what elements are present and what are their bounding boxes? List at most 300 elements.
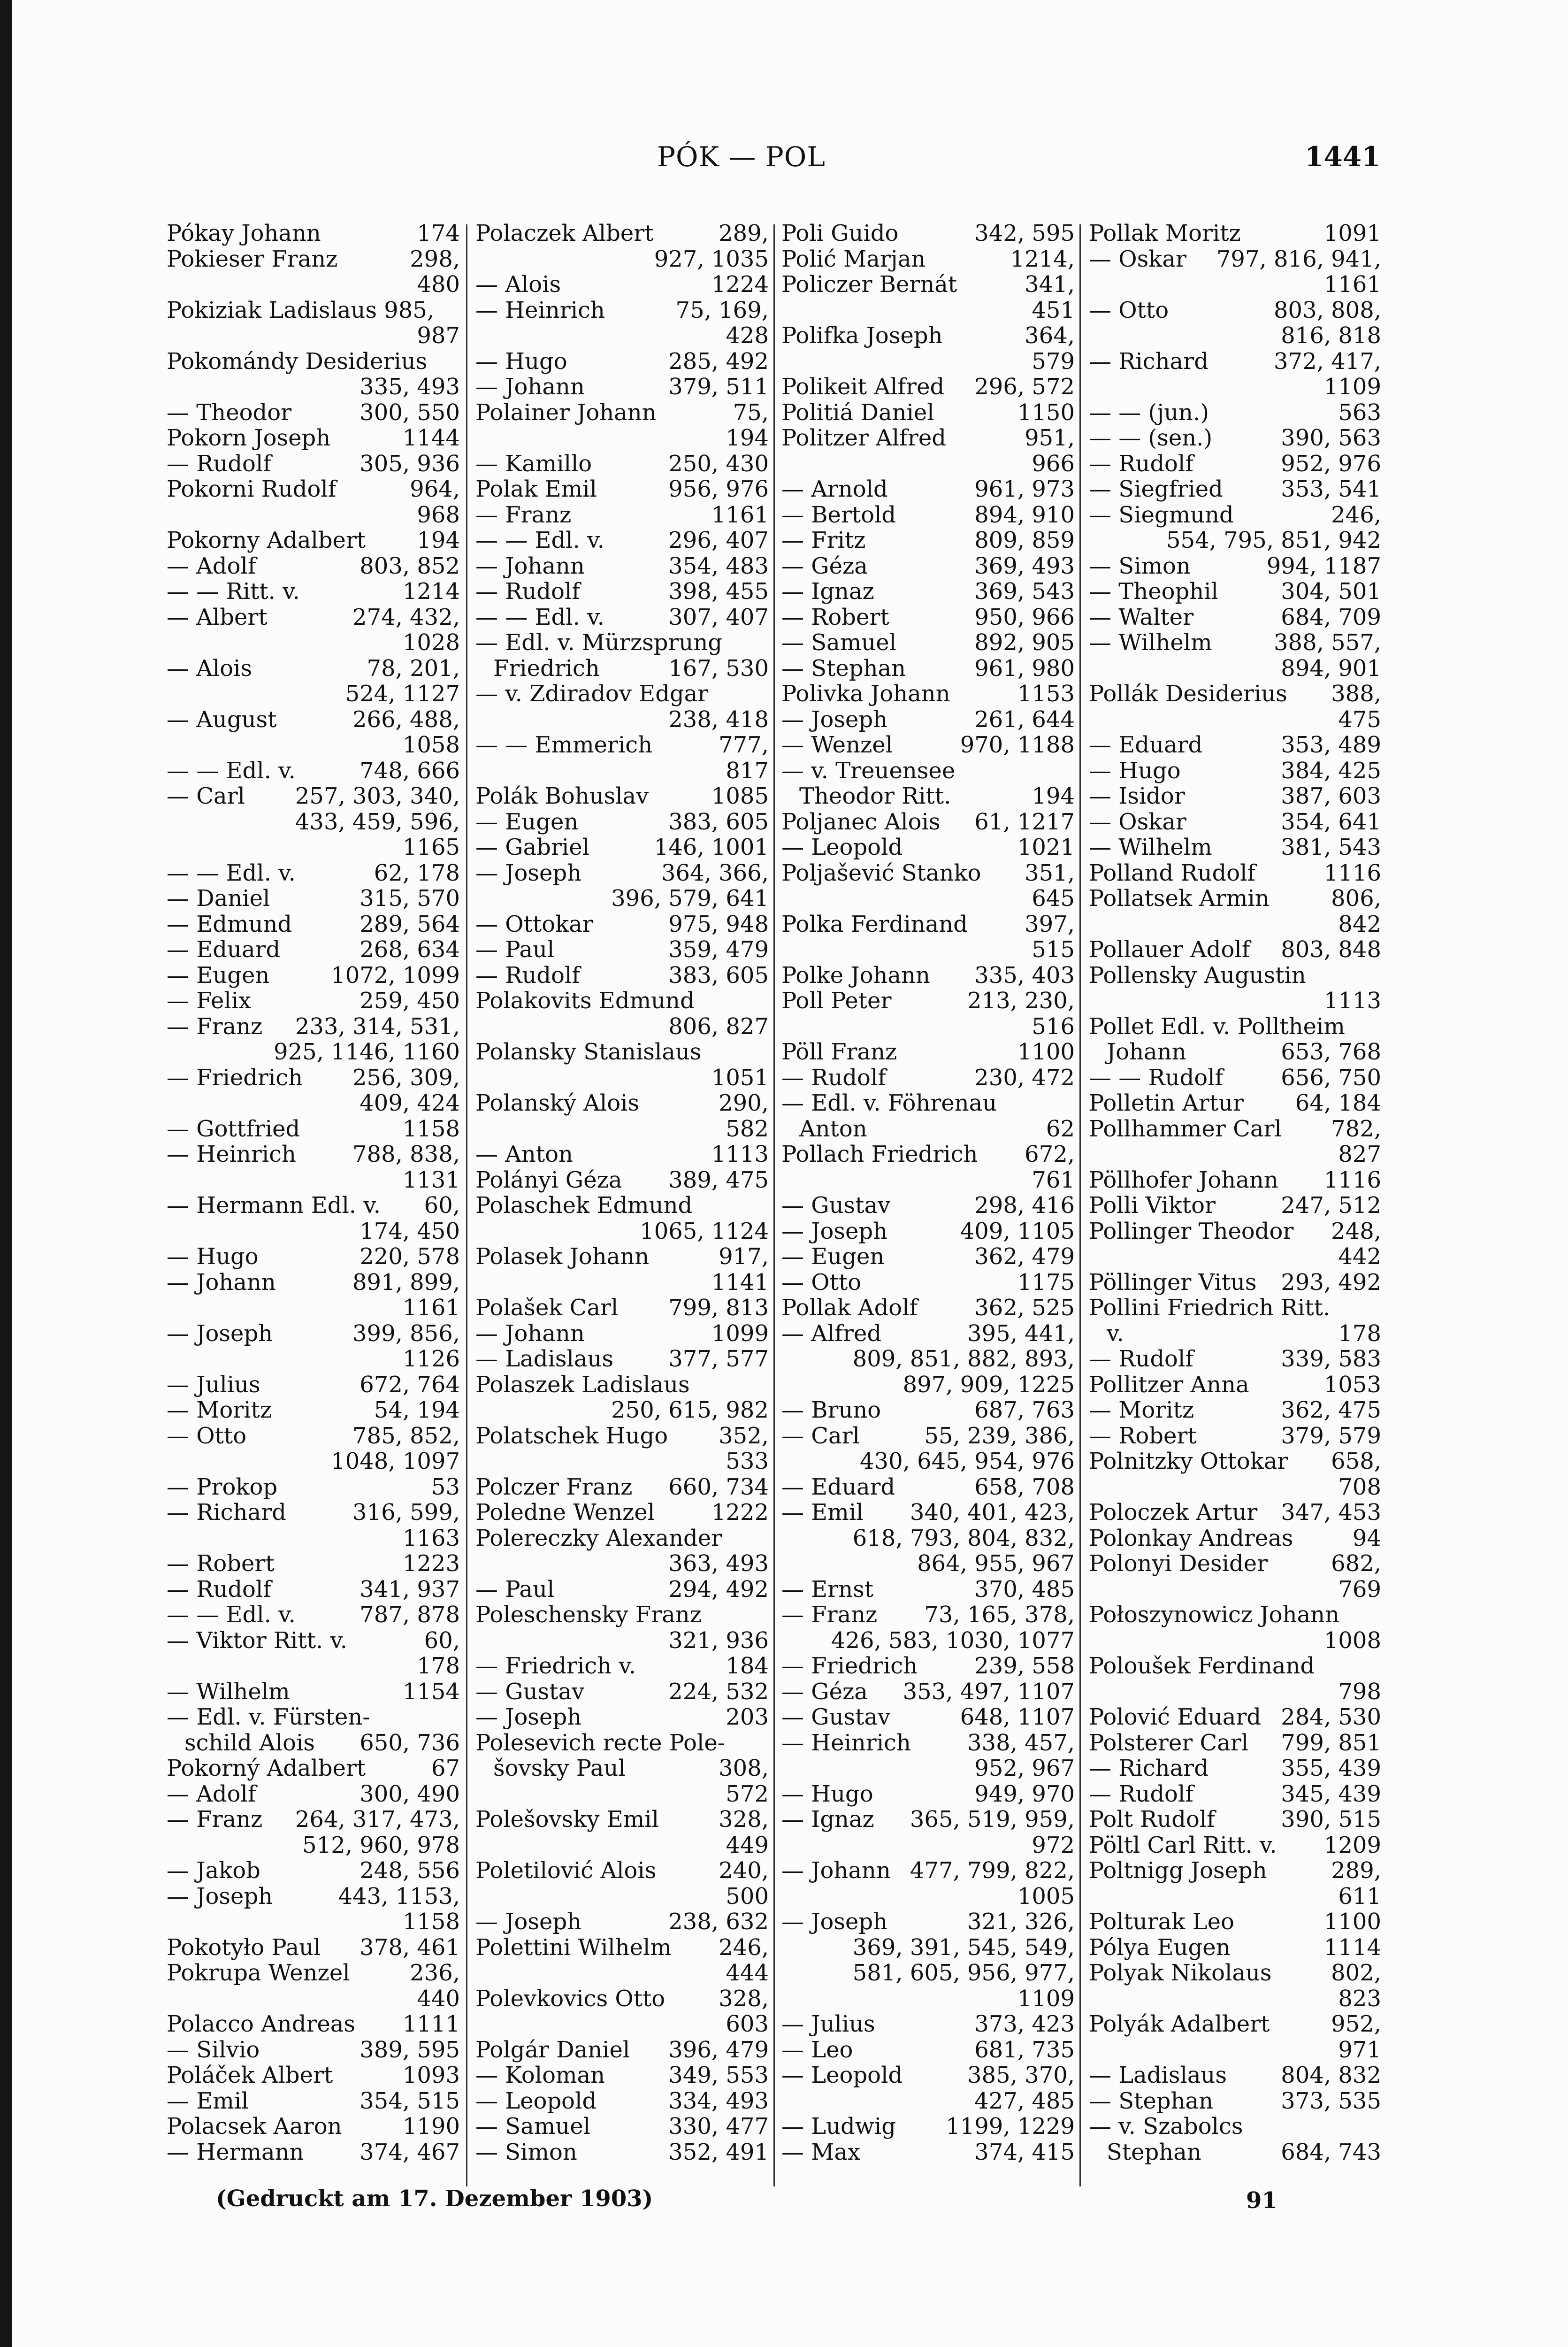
entry-name: — Wilhelm xyxy=(1089,835,1212,860)
directory-entry xyxy=(1089,528,1381,553)
column-1 xyxy=(167,221,460,2194)
entry-name: — Oskar xyxy=(1089,246,1186,272)
entry-page-refs: 1214 xyxy=(402,579,460,605)
directory-entry xyxy=(167,553,460,579)
directory-entry xyxy=(781,1628,1075,1654)
entry-name: — Eugen xyxy=(167,962,270,988)
directory-entry xyxy=(475,1730,769,1756)
directory-entry xyxy=(781,246,1075,272)
directory-entry xyxy=(1089,1577,1381,1603)
directory-entry xyxy=(781,349,1075,375)
entry-page-refs: 184 xyxy=(726,1653,769,1679)
directory-entry xyxy=(781,2011,1075,2037)
entry-page-refs: 298, xyxy=(410,246,460,272)
directory-entry xyxy=(1089,1219,1381,1244)
directory-entry xyxy=(781,476,1075,502)
directory-entry xyxy=(475,809,769,835)
directory-entry xyxy=(167,1346,460,1372)
directory-entry xyxy=(167,630,460,656)
entry-page-refs: 373, 535 xyxy=(1281,2088,1381,2114)
directory-entry xyxy=(781,1474,1075,1500)
entry-page-refs: 658, xyxy=(1331,1449,1381,1474)
directory-entry xyxy=(1089,988,1381,1014)
entry-page-refs: 970, 1188 xyxy=(960,732,1075,758)
directory-entry xyxy=(781,1065,1075,1091)
entry-name: Poláček Albert xyxy=(167,2063,333,2088)
entry-page-refs: 1161 xyxy=(402,1295,460,1321)
directory-entry xyxy=(167,1193,460,1219)
entry-page-refs: 364, xyxy=(1025,323,1075,349)
entry-name: — Otto xyxy=(1089,297,1169,323)
entry-page-refs: 444 xyxy=(726,1960,769,1986)
entry-page-refs: 213, 230, xyxy=(967,988,1075,1014)
entry-name: — Wilhelm xyxy=(1089,630,1212,656)
entry-page-refs: 349, 553 xyxy=(668,2063,769,2088)
entry-name: — Paul xyxy=(475,1576,555,1602)
directory-entry xyxy=(781,1526,1075,1551)
directory-entry xyxy=(167,2037,460,2063)
directory-entry xyxy=(781,809,1075,835)
entry-page-refs: 289, 564 xyxy=(359,911,460,937)
entry-name: Pokorný Adalbert xyxy=(167,1756,366,1781)
entry-name: Polaczek Albert xyxy=(475,221,654,246)
directory-entry xyxy=(475,1372,769,1398)
entry-page-refs: 1113 xyxy=(711,1142,769,1167)
entry-page-refs: 500 xyxy=(726,1883,769,1909)
entry-name: — — Rudolf xyxy=(1089,1065,1224,1090)
entry-name: v. xyxy=(1107,1320,1124,1346)
entry-name: Polivka Johann xyxy=(781,681,950,707)
directory-entry xyxy=(781,732,1075,758)
directory-entry xyxy=(475,1602,769,1628)
directory-entry xyxy=(781,937,1075,963)
entry-page-refs: 1053 xyxy=(1323,1372,1381,1397)
entry-page-refs: 1209 xyxy=(1323,1832,1381,1858)
directory-entry xyxy=(475,1833,769,1858)
entry-page-refs: 1131 xyxy=(402,1167,460,1193)
entry-name: — v. Zdiradov Edgar xyxy=(475,681,709,707)
directory-entry xyxy=(475,272,769,298)
directory-entry xyxy=(1089,2011,1381,2037)
directory-entry xyxy=(1089,1653,1381,1679)
directory-entry xyxy=(1089,1423,1381,1449)
entry-page-refs: 224, 532 xyxy=(668,1679,769,1704)
entry-name: — Emil xyxy=(781,1500,864,1526)
directory-entry xyxy=(167,1039,460,1065)
entry-page-refs: 925, 1146, 1160 xyxy=(274,1039,460,1065)
entry-name: Pollini Friedrich Ritt. xyxy=(1089,1295,1331,1321)
directory-entry xyxy=(1089,400,1381,426)
directory-entry xyxy=(475,1679,769,1705)
directory-entry xyxy=(781,323,1075,349)
entry-name: Pokieser Franz xyxy=(167,246,338,272)
directory-entry xyxy=(475,937,769,963)
entry-page-refs: 971 xyxy=(1338,2037,1381,2063)
directory-entry xyxy=(781,605,1075,630)
print-date-note: (Gedruckt am 17. Dezember 1903) xyxy=(216,2186,653,2212)
directory-entry xyxy=(475,246,769,272)
directory-entry xyxy=(167,1807,460,1833)
entry-name: Polturak Leo xyxy=(1089,1909,1234,1935)
entry-page-refs: 351, xyxy=(1025,860,1075,886)
entry-name: — — (jun.) xyxy=(1089,399,1209,425)
entry-page-refs: 352, 491 xyxy=(668,2139,769,2165)
entry-page-refs: 178 xyxy=(417,1653,460,1679)
directory-entry xyxy=(1089,221,1381,246)
directory-entry xyxy=(781,1577,1075,1603)
entry-page-refs: 480 xyxy=(417,272,460,298)
entry-page-refs: 524, 1127 xyxy=(345,681,460,707)
entry-page-refs: 1163 xyxy=(402,1525,460,1551)
entry-name: — Rudolf xyxy=(1089,1781,1194,1807)
entry-page-refs: 387, 603 xyxy=(1281,783,1381,809)
entry-name: — Stephan xyxy=(1089,2088,1214,2114)
entry-name: Polatschek Hugo xyxy=(475,1423,668,1449)
directory-entry xyxy=(167,1090,460,1116)
entry-page-refs: 409, 1105 xyxy=(960,1218,1075,1244)
entry-page-refs: 1099 xyxy=(711,1320,769,1346)
directory-entry xyxy=(1089,1193,1381,1219)
entry-name: — — Edl. v. xyxy=(475,604,604,630)
directory-entry xyxy=(167,1219,460,1244)
directory-entry xyxy=(1089,912,1381,937)
entry-page-refs: 892, 905 xyxy=(974,630,1075,656)
directory-entry xyxy=(781,988,1075,1014)
directory-entry xyxy=(475,860,769,886)
entry-page-refs: 656, 750 xyxy=(1281,1065,1381,1090)
entry-page-refs: 369, 543 xyxy=(974,579,1075,605)
directory-entry xyxy=(167,605,460,630)
entry-name: — Theodor xyxy=(167,399,292,425)
entry-name: — Koloman xyxy=(475,2063,605,2088)
entry-page-refs: 289, xyxy=(1331,1858,1381,1884)
entry-page-refs: 388, 557, xyxy=(1273,630,1381,656)
entry-name: — Hermann Edl. v. xyxy=(167,1193,381,1219)
entry-page-refs: 54, 194 xyxy=(374,1397,460,1423)
entry-name: — Daniel xyxy=(167,886,270,912)
directory-entry xyxy=(1089,246,1381,272)
entry-name: — Robert xyxy=(167,1551,275,1577)
directory-entry xyxy=(1089,349,1381,375)
directory-entry xyxy=(1089,1704,1381,1730)
entry-page-refs: 1021 xyxy=(1017,835,1075,860)
entry-name: — — Edl. v. xyxy=(167,1602,296,1628)
directory-entry xyxy=(1089,272,1381,298)
directory-entry xyxy=(167,1270,460,1296)
entry-name: — Gustav xyxy=(781,1193,891,1219)
entry-page-refs: 353, 489 xyxy=(1281,732,1381,758)
entry-name: — Viktor Ritt. v. xyxy=(167,1627,348,1653)
directory-entry xyxy=(475,528,769,553)
entry-page-refs: 194 xyxy=(1032,783,1075,809)
directory-entry xyxy=(781,1219,1075,1244)
entry-page-refs: 236, xyxy=(410,1960,460,1986)
entry-page-refs: 891, 899, xyxy=(352,1269,460,1295)
entry-page-refs: 335, 493 xyxy=(359,374,460,400)
entry-page-refs: 952, 976 xyxy=(1281,451,1381,476)
entry-name: Polke Johann xyxy=(781,962,930,988)
entry-page-refs: 64, 184 xyxy=(1295,1090,1381,1116)
entry-name: — Johann xyxy=(167,1269,276,1295)
entry-name: — Edl. v. Fürsten- xyxy=(167,1704,370,1730)
entry-name: — Eugen xyxy=(781,1244,885,1270)
entry-name: Poleschensky Franz xyxy=(475,1602,702,1628)
entry-name: Pokorni Rudolf xyxy=(167,476,337,502)
entry-name: — Hugo xyxy=(1089,758,1181,783)
directory-entry xyxy=(1089,2114,1381,2140)
entry-name: — Wilhelm xyxy=(167,1679,290,1704)
entry-page-refs: 362, 475 xyxy=(1281,1397,1381,1423)
directory-entry xyxy=(167,1551,460,1577)
entry-page-refs: 174 xyxy=(417,221,460,246)
entry-page-refs: 682, xyxy=(1331,1551,1381,1577)
directory-entry xyxy=(1089,1909,1381,1935)
entry-name: Polaschek Edmund xyxy=(475,1193,693,1219)
entry-page-refs: 240, xyxy=(719,1858,769,1884)
entry-page-refs: 611 xyxy=(1338,1883,1381,1909)
entry-name: — Otto xyxy=(781,1269,862,1295)
entry-page-refs: 1116 xyxy=(1323,860,1381,886)
entry-name: — Franz xyxy=(167,1807,263,1833)
entry-name: Polletin Artur xyxy=(1089,1090,1244,1116)
directory-entry xyxy=(1089,809,1381,835)
entry-page-refs: 379, 579 xyxy=(1281,1423,1381,1449)
entry-page-refs: 1114 xyxy=(1323,1934,1381,1960)
directory-entry xyxy=(781,425,1075,451)
entry-page-refs: 335, 403 xyxy=(974,962,1075,988)
directory-entry xyxy=(1089,1884,1381,1910)
entry-name: Pollinger Theodor xyxy=(1089,1218,1294,1244)
entry-page-refs: 681, 735 xyxy=(974,2037,1075,2063)
entry-name: — Joseph xyxy=(781,706,888,732)
entry-page-refs: 952, 967 xyxy=(974,1756,1075,1781)
entry-page-refs: 296, 407 xyxy=(668,528,769,553)
directory-entry xyxy=(1089,707,1381,733)
entry-name: — Samuel xyxy=(781,630,896,656)
entry-page-refs: 167, 530 xyxy=(668,655,769,681)
column-2 xyxy=(475,221,769,2194)
entry-name: — Adolf xyxy=(167,1781,256,1807)
directory-entry xyxy=(167,400,460,426)
entry-page-refs: 1158 xyxy=(402,1116,460,1142)
entry-name: — Hugo xyxy=(475,348,567,374)
entry-name: — Géza xyxy=(781,553,868,579)
entry-page-refs: 797, 816, 941, xyxy=(1216,246,1381,272)
directory-entry xyxy=(167,2114,460,2140)
entry-name: Polifka Joseph xyxy=(781,323,943,349)
entry-page-refs: 354, 515 xyxy=(359,2088,460,2114)
entry-page-refs: 365, 519, 959, xyxy=(910,1807,1075,1833)
entry-name: — Stephan xyxy=(781,655,906,681)
entry-page-refs: 806, 827 xyxy=(668,1013,769,1039)
directory-entry xyxy=(167,681,460,707)
directory-entry xyxy=(1089,605,1381,630)
directory-entry xyxy=(475,298,769,323)
entry-name: — Arnold xyxy=(781,476,888,502)
entry-page-refs: 274, 432, xyxy=(352,604,460,630)
entry-name: — Johann xyxy=(781,1858,891,1884)
entry-page-refs: 603 xyxy=(726,2011,769,2037)
entry-page-refs: 388, xyxy=(1331,681,1381,707)
entry-name: — Moritz xyxy=(1089,1397,1194,1423)
entry-name: — Edl. v. Föhrenau xyxy=(781,1090,997,1116)
entry-page-refs: 396, 479 xyxy=(668,2037,769,2063)
entry-page-refs: 374, 415 xyxy=(974,2139,1075,2165)
directory-entry xyxy=(167,937,460,963)
entry-page-refs: 949, 970 xyxy=(974,1781,1075,1807)
entry-page-refs: 61, 1217 xyxy=(974,809,1075,835)
entry-page-refs: 359, 479 xyxy=(668,937,769,963)
entry-page-refs: 62 xyxy=(1046,1116,1075,1142)
directory-entry xyxy=(475,1397,769,1423)
entry-name: — Alois xyxy=(167,655,252,681)
entry-name: Pollhammer Carl xyxy=(1089,1116,1282,1142)
directory-entry xyxy=(1089,1346,1381,1372)
entry-page-refs: 67 xyxy=(431,1756,460,1781)
directory-entry xyxy=(475,1551,769,1577)
directory-entry xyxy=(781,528,1075,553)
entry-page-refs: 1008 xyxy=(1323,1627,1381,1653)
entry-page-refs: 788, 838, xyxy=(352,1142,460,1167)
entry-page-refs: 362, 525 xyxy=(974,1295,1075,1321)
directory-entry xyxy=(1089,681,1381,707)
directory-entry xyxy=(1089,451,1381,477)
entry-name: Polgár Daniel xyxy=(475,2037,630,2063)
directory-entry xyxy=(167,349,460,375)
entry-name: — Ernst xyxy=(781,1576,874,1602)
entry-page-refs: 300, 490 xyxy=(359,1781,460,1807)
directory-entry xyxy=(167,2011,460,2037)
entry-name: — Simon xyxy=(475,2139,577,2165)
column-4 xyxy=(1089,221,1381,2194)
entry-page-refs: 238, 632 xyxy=(668,1909,769,1935)
entry-name: Polevkovics Otto xyxy=(475,1986,665,2011)
directory-entry xyxy=(475,886,769,912)
directory-entry xyxy=(167,1756,460,1781)
entry-page-refs: 987 xyxy=(417,323,460,349)
directory-entry xyxy=(475,1756,769,1781)
directory-entry xyxy=(475,1065,769,1091)
entry-name: Pokotyło Paul xyxy=(167,1934,321,1960)
directory-entry xyxy=(167,221,460,246)
directory-entry xyxy=(475,681,769,707)
entry-page-refs: 684, 743 xyxy=(1281,2139,1381,2165)
entry-name: — Rudolf xyxy=(1089,451,1194,476)
directory-entry xyxy=(781,1756,1075,1781)
directory-entry xyxy=(475,656,769,682)
directory-entry xyxy=(167,502,460,528)
directory-entry xyxy=(1089,1474,1381,1500)
directory-entry xyxy=(167,758,460,784)
signature-mark: 91 xyxy=(1246,2187,1277,2214)
directory-entry xyxy=(1089,1090,1381,1116)
directory-entry xyxy=(781,2063,1075,2088)
entry-page-refs: 334, 493 xyxy=(668,2088,769,2114)
entry-name: Pollitzer Anna xyxy=(1089,1372,1249,1397)
entry-name: — Jakob xyxy=(167,1858,260,1884)
entry-page-refs: 246, xyxy=(1331,502,1381,528)
directory-entry xyxy=(475,1295,769,1321)
directory-entry xyxy=(781,681,1075,707)
directory-entry xyxy=(475,221,769,246)
directory-entry xyxy=(475,1960,769,1986)
directory-entry xyxy=(475,1704,769,1730)
directory-entry xyxy=(1089,1807,1381,1833)
entry-page-refs: 864, 955, 967 xyxy=(917,1551,1075,1577)
entry-name: Polonyi Desider xyxy=(1089,1551,1268,1577)
directory-entry xyxy=(1089,1858,1381,1884)
entry-page-refs: 785, 852, xyxy=(352,1423,460,1449)
directory-entry xyxy=(167,1679,460,1705)
scan-left-edge xyxy=(0,0,12,2347)
entry-name: — Friedrich v. xyxy=(475,1653,636,1679)
directory-entry xyxy=(1089,1781,1381,1807)
directory-entry xyxy=(1089,1244,1381,1270)
directory-entry xyxy=(1089,1730,1381,1756)
entry-page-refs: 950, 966 xyxy=(974,604,1075,630)
entry-page-refs: 554, 795, 851, 942 xyxy=(1166,528,1381,553)
directory-entry xyxy=(1089,1500,1381,1526)
entry-page-refs: 1048, 1097 xyxy=(331,1449,460,1474)
directory-entry xyxy=(475,1142,769,1167)
entry-name: Politzer Alfred xyxy=(781,425,946,451)
entry-name: — Johann xyxy=(475,374,585,400)
entry-page-refs: 1141 xyxy=(711,1269,769,1295)
entry-name: — — Emmerich xyxy=(475,732,653,758)
directory-entry xyxy=(1089,502,1381,528)
directory-entry xyxy=(475,1219,769,1244)
entry-page-refs: 300, 550 xyxy=(359,399,460,425)
directory-entry xyxy=(1089,1602,1381,1628)
entry-name: Polli Viktor xyxy=(1089,1193,1216,1219)
entry-name: Pollach Friedrich xyxy=(781,1142,978,1167)
directory-entry xyxy=(475,912,769,937)
entry-page-refs: 284, 530 xyxy=(1281,1704,1381,1730)
entry-page-refs: 256, 309, xyxy=(352,1065,460,1090)
entry-page-refs: 1111 xyxy=(402,2011,460,2037)
entry-name: — Rudolf xyxy=(475,579,581,605)
directory-entry xyxy=(167,1653,460,1679)
entry-page-refs: 341, 937 xyxy=(359,1576,460,1602)
entry-page-refs: 799, 813 xyxy=(668,1295,769,1321)
entry-page-refs: 475 xyxy=(1338,706,1381,732)
directory-entry xyxy=(1089,2037,1381,2063)
entry-page-refs: 1161 xyxy=(1323,272,1381,298)
directory-entry xyxy=(1089,2088,1381,2114)
entry-page-refs: 672, xyxy=(1025,1142,1075,1167)
directory-entry xyxy=(1089,1526,1381,1551)
entry-page-refs: 897, 909, 1225 xyxy=(903,1372,1075,1397)
entry-name: Pöllinger Vitus xyxy=(1089,1269,1257,1295)
directory-entry xyxy=(167,835,460,860)
entry-page-refs: 687, 763 xyxy=(974,1397,1075,1423)
directory-entry xyxy=(475,425,769,451)
entry-page-refs: 1223 xyxy=(402,1551,460,1577)
directory-entry xyxy=(781,400,1075,426)
entry-name: — Alfred xyxy=(781,1320,882,1346)
entry-name: — Heinrich xyxy=(167,1142,296,1167)
directory-entry xyxy=(167,1833,460,1858)
directory-entry xyxy=(167,425,460,451)
entry-page-refs: 515 xyxy=(1032,937,1075,963)
entry-page-refs: 395, 441, xyxy=(967,1320,1075,1346)
directory-entry xyxy=(1089,1116,1381,1142)
entry-page-refs: 338, 457, xyxy=(967,1730,1075,1756)
directory-entry xyxy=(781,1372,1075,1398)
entry-name: Polešovsky Emil xyxy=(475,1807,659,1833)
directory-entry xyxy=(1089,963,1381,989)
entry-name: Friedrich xyxy=(493,655,600,681)
